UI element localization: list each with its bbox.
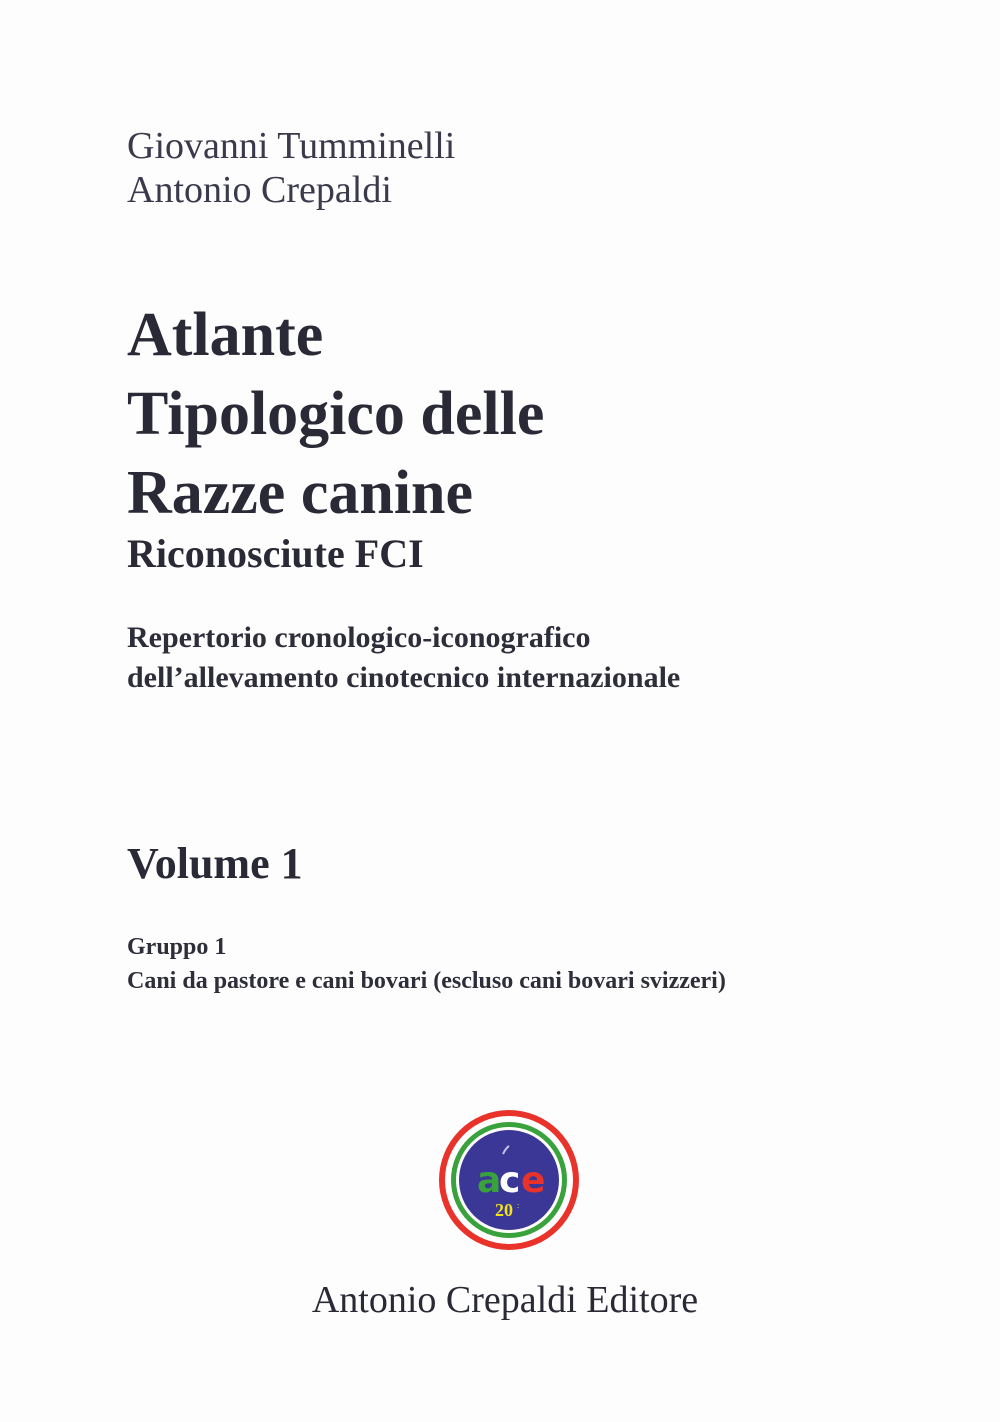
svg-text:c: c: [499, 1160, 521, 1201]
svg-text::: :: [517, 1201, 520, 1210]
subtitle: Riconosciute FCI: [127, 531, 424, 576]
title-line-3: Razze canine: [127, 459, 474, 527]
group-description: Cani da pastore e cani bovari (escluso cani bovari svizzeri): [127, 968, 726, 994]
svg-text:20: 20: [495, 1200, 513, 1220]
authors: [127, 124, 455, 212]
book-title: [127, 296, 544, 533]
description-line-1: Repertorio cronologico-iconografico: [127, 621, 591, 654]
volume-label: Volume 1: [127, 839, 303, 888]
author-1: Giovanni Tumminelli: [127, 125, 456, 167]
description-line-2: dell’allevamento cinotecnico internazionale: [127, 661, 681, 694]
title-line-1: Atlante: [127, 301, 324, 369]
svg-text:e: e: [521, 1160, 546, 1201]
group-label: Gruppo 1: [127, 934, 227, 960]
svg-text:a: a: [477, 1160, 502, 1201]
title-line-2: Tipologico delle: [127, 380, 545, 448]
publisher-logo-icon: [437, 1108, 581, 1252]
author-2: Antonio Crepaldi: [127, 169, 392, 211]
group-info: [127, 930, 726, 998]
description: [127, 618, 680, 698]
publisher-name: Antonio Crepaldi Editore: [311, 1279, 699, 1321]
